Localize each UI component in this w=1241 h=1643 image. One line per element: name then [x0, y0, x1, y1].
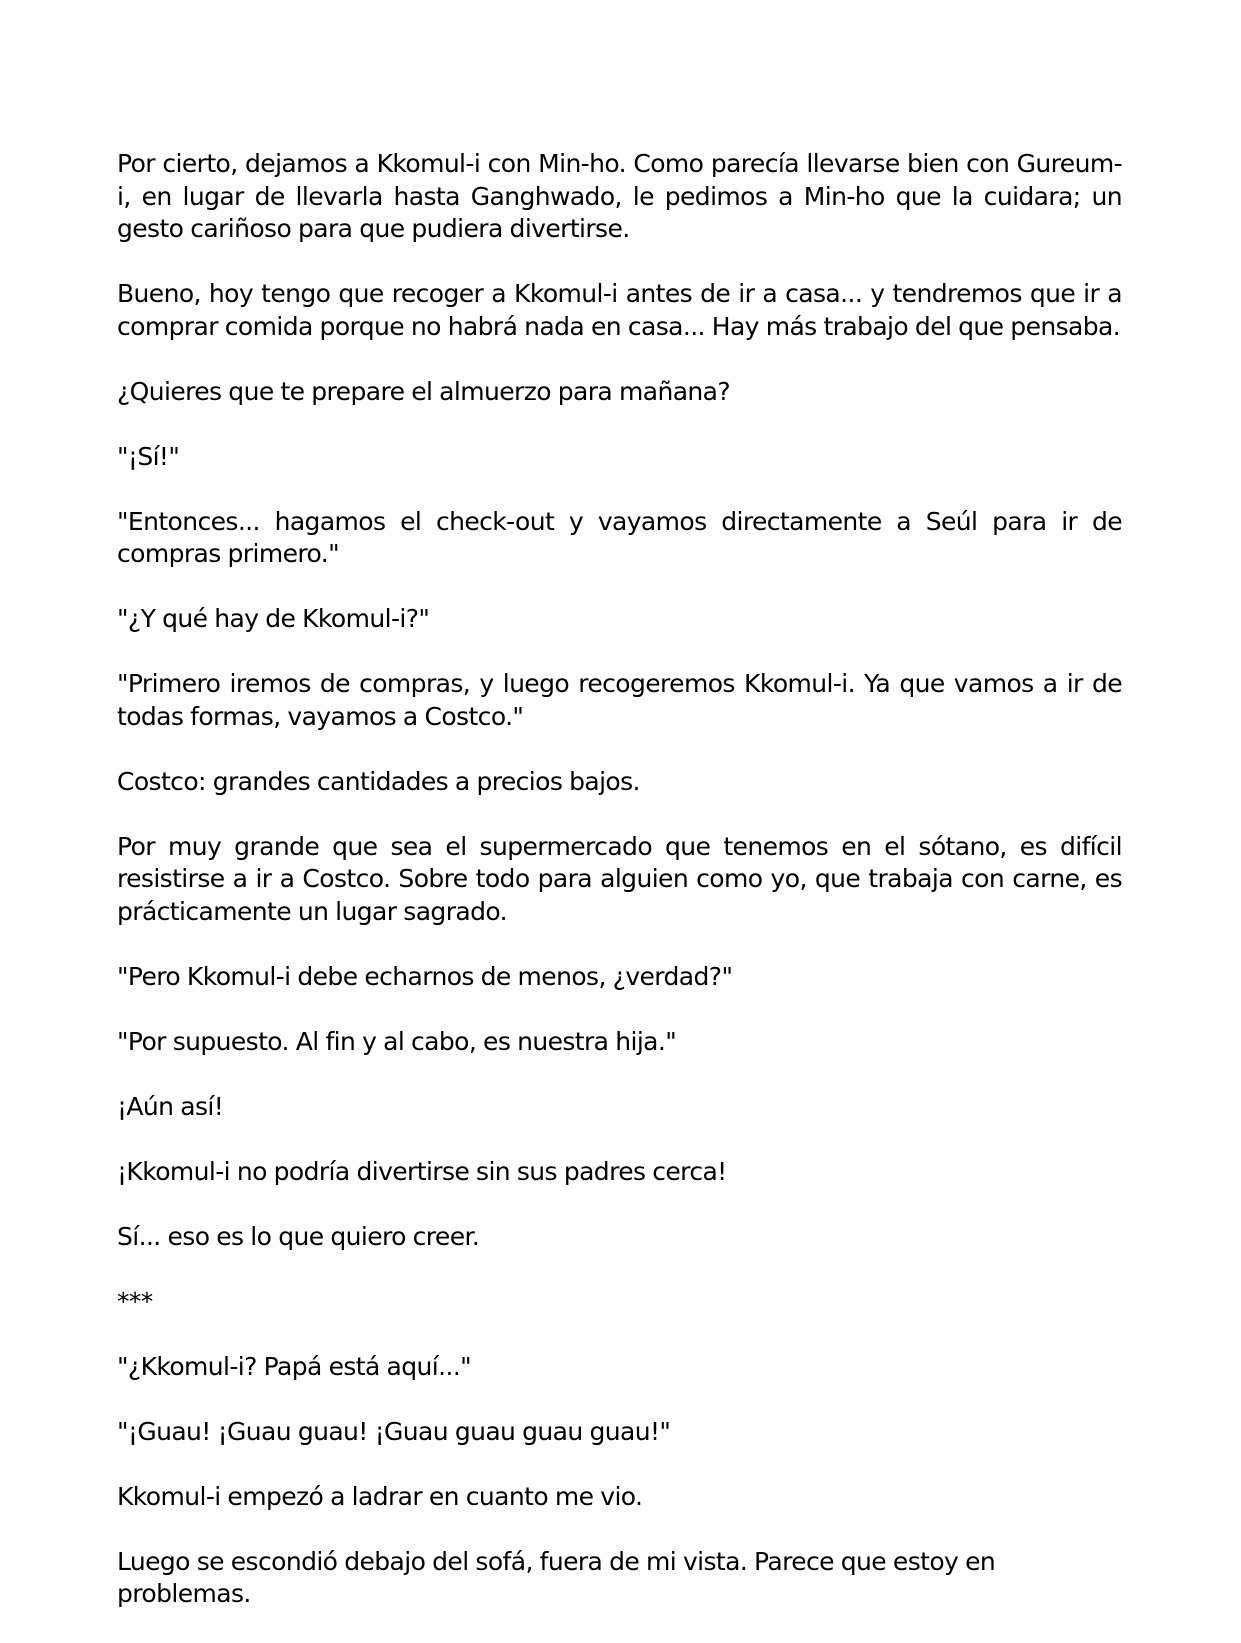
paragraph: ¿Quieres que te prepare el almuerzo para mañana?	[117, 376, 731, 406]
scene-break: ***	[117, 1286, 153, 1316]
paragraph: "Por supuesto. Al fin y al cabo, es nuestra hija."	[117, 1026, 677, 1056]
paragraph: Sí... eso es lo que quiero creer.	[117, 1221, 480, 1251]
paragraph: "¡Sí!"	[117, 441, 180, 471]
paragraph: "Primero iremos de compras, y luego recogeremos Kkomul-i. Ya que vamos a ir de todas formas, vayamos a Costco."	[117, 669, 1122, 731]
paragraph: ¡Aún así!	[117, 1091, 224, 1121]
paragraph: "¡Guau! ¡Guau guau! ¡Guau guau guau guau!"	[117, 1416, 671, 1446]
paragraph: Costco: grandes cantidades a precios bajos.	[117, 766, 640, 796]
paragraph: Luego se escondió debajo del sofá, fuera de mi vista. Parece que estoy en problemas.	[117, 1546, 996, 1608]
paragraph: Por muy grande que sea el supermercado que tenemos en el sótano, es difícil resistirse a ir a Costco. Sobre todo para alguien como yo, que trabaja con carne, es prácticamente un lugar sagrado.	[117, 831, 1122, 926]
paragraph: Bueno, hoy tengo que recoger a Kkomul-i antes de ir a casa... y tendremos que ir a comprar comida porque no habrá nada en casa... Hay más trabajo del que pensaba.	[117, 279, 1122, 341]
paragraph: "Pero Kkomul-i debe echarnos de menos, ¿verdad?"	[117, 961, 733, 991]
paragraph: ¡Kkomul-i no podría divertirse sin sus padres cerca!	[117, 1156, 727, 1186]
document-body	[117, 148, 1122, 1643]
paragraph: "¿Y qué hay de Kkomul-i?"	[117, 604, 430, 633]
paragraph: Por cierto, dejamos a Kkomul-i con Min-ho. Como parecía llevarse bien con Gureum-i, en lugar de llevarla hasta Ganghwado, le pedimos a Min-ho que la cuidara; un gesto cariñoso para que pudiera divertirse.	[117, 149, 1122, 243]
paragraph: "Entonces... hagamos el check-out y vayamos directamente a Seúl para ir de compras primero."	[117, 506, 1122, 568]
paragraph: Kkomul-i empezó a ladrar en cuanto me vio.	[117, 1481, 643, 1511]
paragraph: "¿Kkomul-i? Papá está aquí..."	[117, 1351, 472, 1381]
